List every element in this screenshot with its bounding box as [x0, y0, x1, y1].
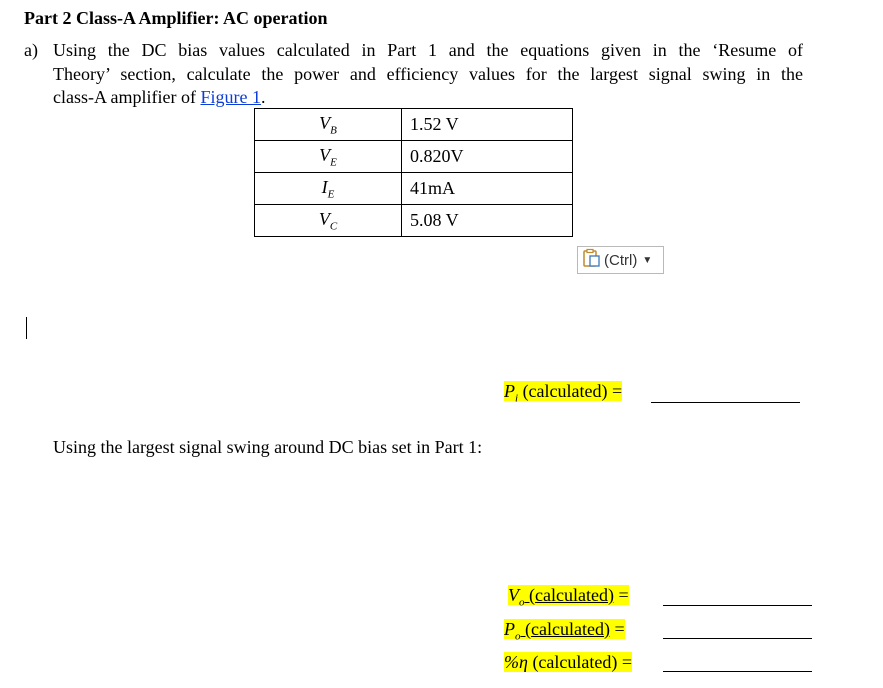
variable-symbol: I	[321, 176, 328, 197]
po-text: (calculated)	[520, 619, 610, 639]
efficiency-label	[504, 652, 632, 676]
question-line-3	[53, 87, 265, 108]
efficiency-answer-blank[interactable]	[663, 671, 812, 672]
question-line-2: Theory’ section, calculate the power and efficiency values for the largest signal swing in the	[53, 64, 803, 84]
variable-symbol: V	[319, 144, 331, 165]
pi-symbol: P	[504, 381, 515, 401]
efficiency-equals: =	[617, 652, 633, 672]
efficiency-text: (calculated)	[527, 652, 618, 672]
clipboard-icon	[582, 248, 602, 272]
pi-answer-blank[interactable]	[651, 402, 800, 403]
po-equals: =	[609, 619, 625, 639]
question-marker: a)	[24, 40, 38, 60]
po-subscript: o	[515, 630, 521, 643]
value-cell: 41mA	[402, 173, 573, 205]
po-label	[504, 619, 625, 643]
pi-subscript: i	[515, 392, 519, 405]
vo-highlight	[508, 585, 629, 609]
chevron-down-icon: ▼	[642, 254, 653, 266]
table-row	[255, 109, 573, 141]
efficiency-highlight	[504, 652, 632, 672]
vo-symbol: V	[508, 585, 519, 605]
vo-label	[508, 585, 629, 609]
vo-answer-blank[interactable]	[663, 605, 812, 606]
paste-options-label: (Ctrl)	[604, 251, 638, 269]
po-highlight	[504, 619, 625, 643]
variable-cell	[255, 173, 402, 205]
question-line-3-prefix: class-A amplifier of	[53, 87, 201, 107]
variable-subscript: E	[327, 188, 335, 201]
vo-subscript: o	[519, 596, 525, 609]
largest-swing-text: Using the largest signal swing around DC bias set in Part 1:	[53, 437, 483, 457]
dc-bias-table	[254, 108, 573, 237]
variable-cell	[255, 109, 402, 141]
table-row	[255, 205, 573, 237]
variable-symbol: V	[318, 208, 330, 229]
pi-label	[504, 381, 622, 405]
question-line-3-suffix: .	[260, 87, 266, 107]
value-cell: 0.820V	[402, 141, 573, 173]
text-cursor	[26, 317, 27, 339]
po-symbol: P	[504, 619, 515, 639]
variable-subscript: E	[330, 156, 337, 169]
variable-cell	[255, 205, 402, 237]
vo-text: (calculated)	[524, 585, 614, 605]
vo-equals: =	[613, 585, 629, 605]
pi-highlight	[504, 381, 623, 405]
efficiency-symbol: %η	[504, 652, 528, 672]
po-answer-blank[interactable]	[663, 638, 812, 639]
figure-1-link[interactable]: Figure 1	[200, 87, 261, 107]
table-row	[255, 173, 573, 205]
variable-cell	[255, 141, 402, 173]
value-cell: 5.08 V	[402, 205, 573, 237]
paste-options-button[interactable]	[577, 246, 664, 274]
question-line-1: Using the DC bias values calculated in Part 1 and the equations given in the ‘Resume of	[53, 40, 803, 60]
table-row	[255, 141, 573, 173]
section-heading: Part 2 Class-A Amplifier: AC operation	[24, 8, 328, 28]
variable-subscript: B	[330, 124, 337, 137]
value-cell: 1.52 V	[402, 109, 573, 141]
variable-symbol: V	[319, 112, 331, 133]
variable-subscript: C	[329, 220, 338, 233]
pi-text: (calculated) =	[518, 381, 623, 401]
